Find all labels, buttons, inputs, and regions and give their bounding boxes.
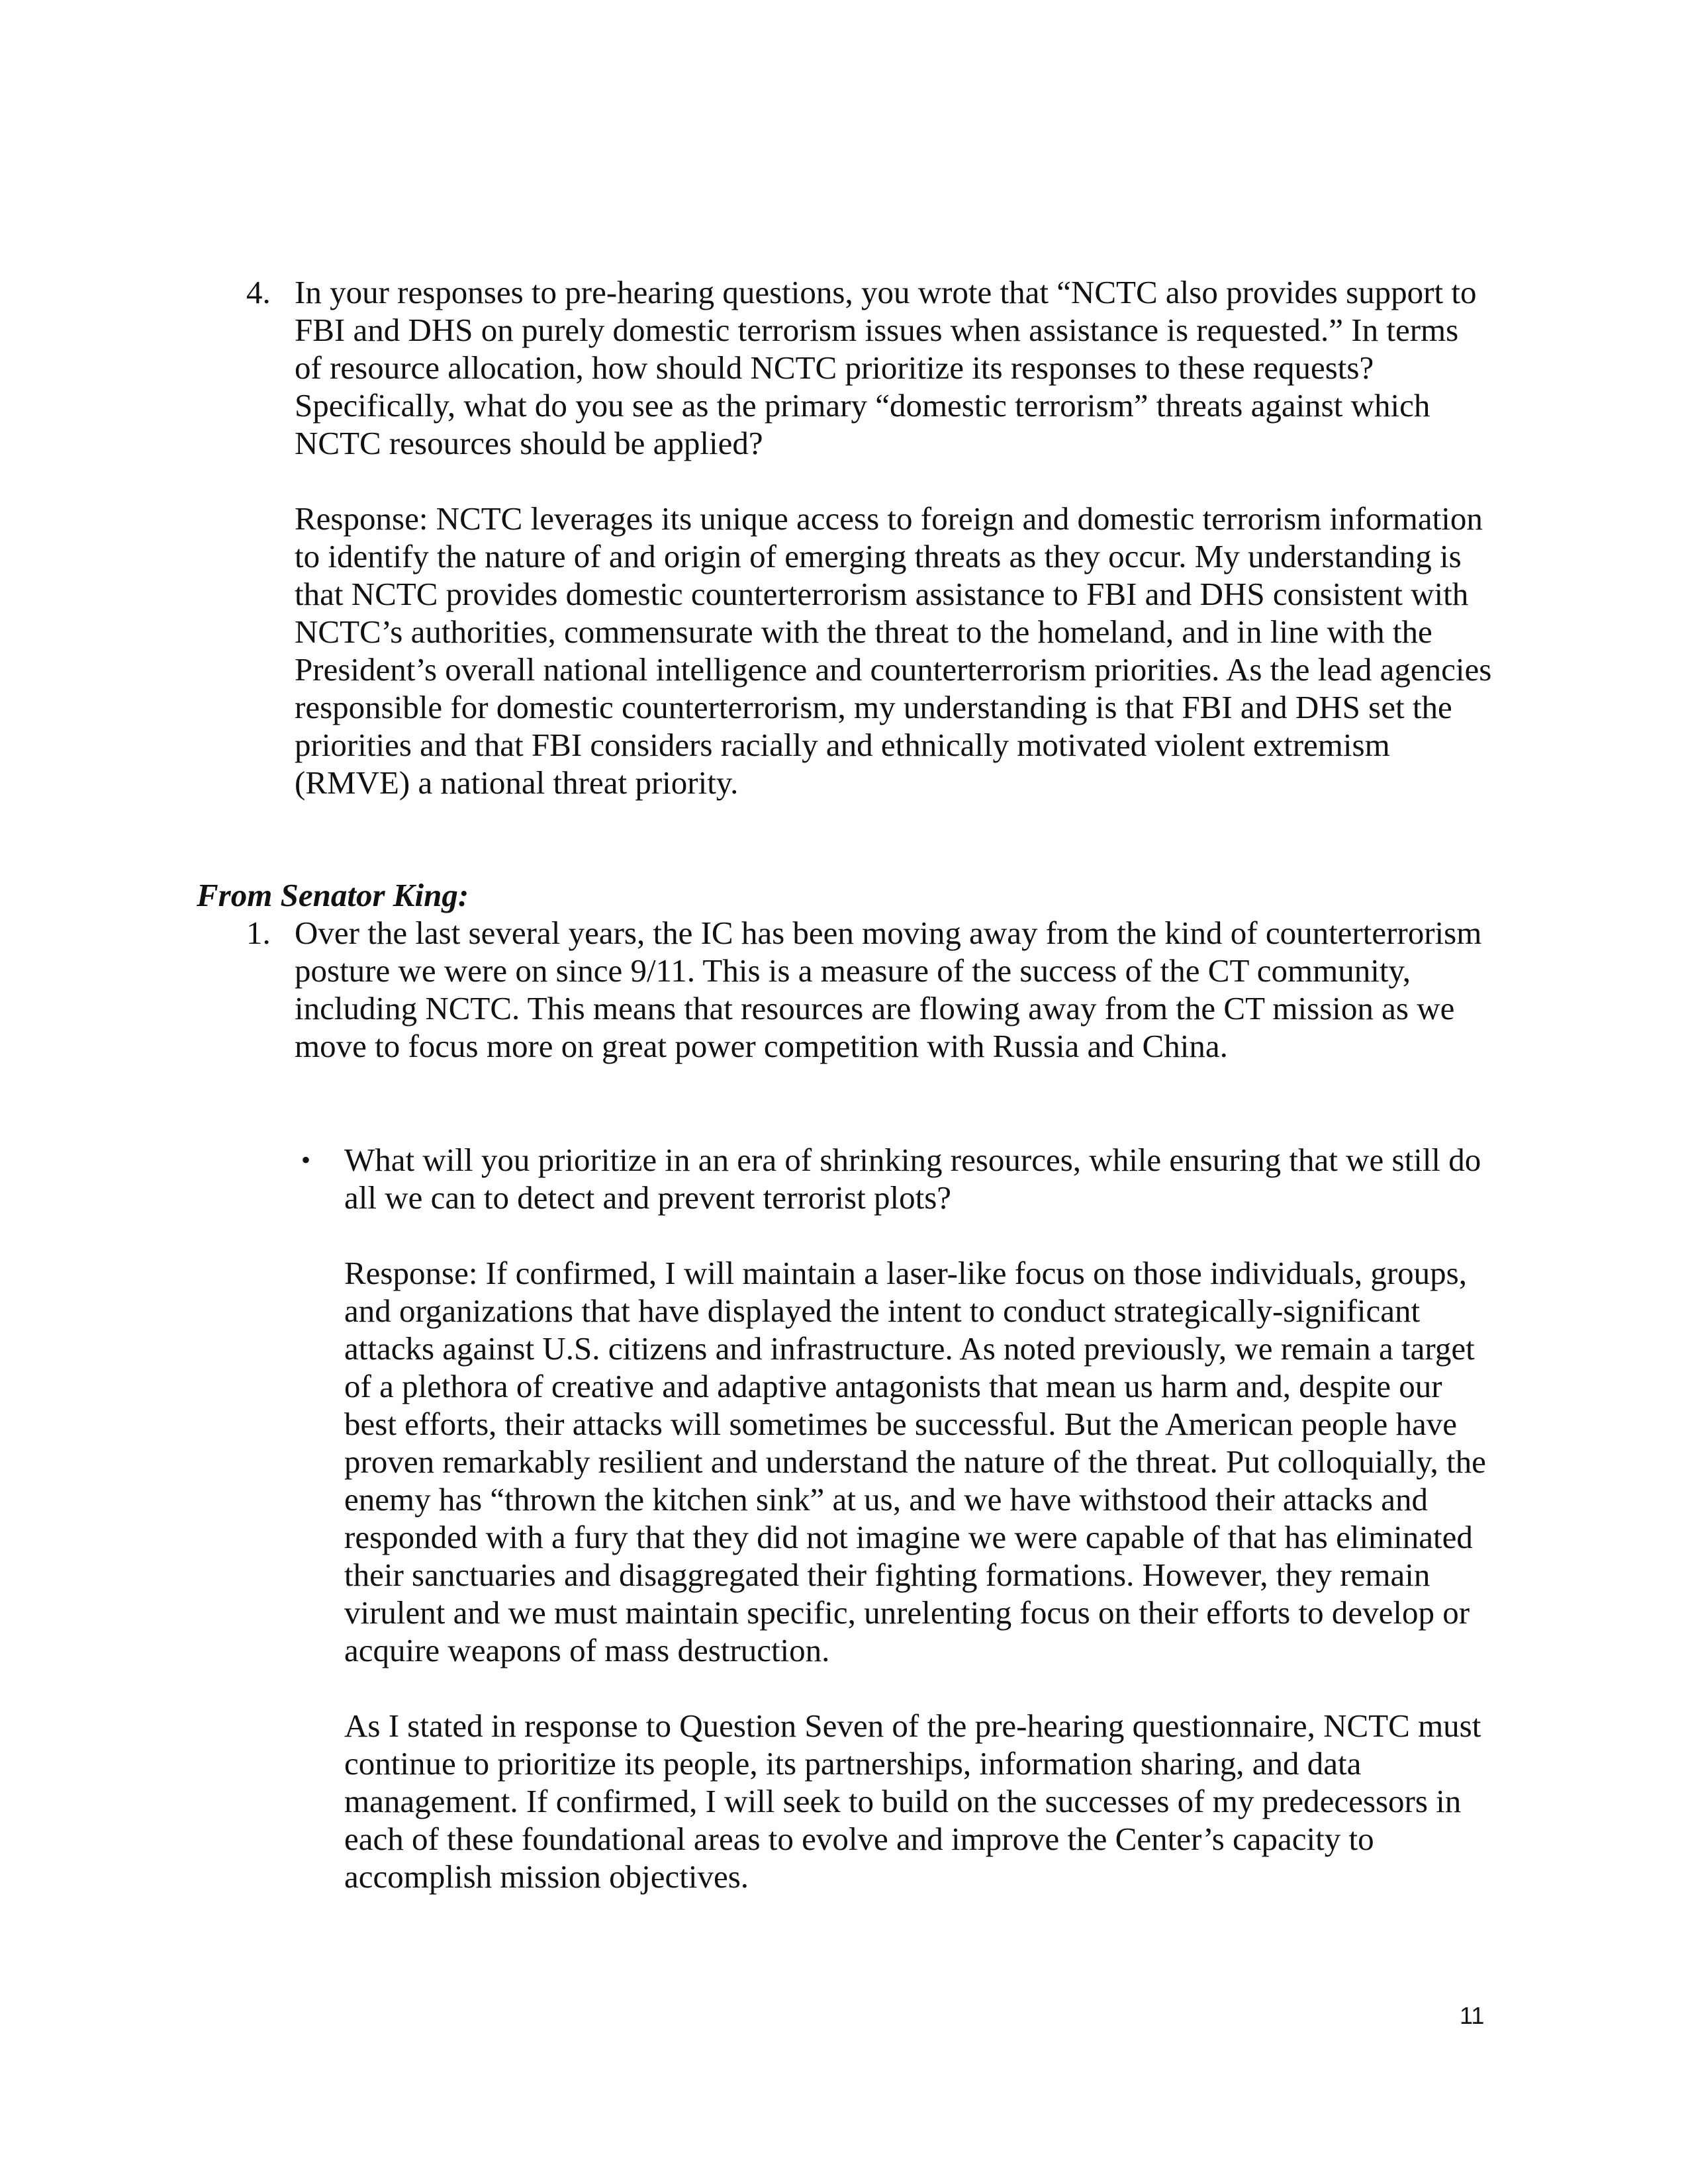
bullet-icon: • — [301, 1145, 311, 1175]
question-text: Over the last several years, the IC has been moving away from the kind of counterterrorism posture we were on since 9/11. This is a measure of the success of the CT community, including NCTC. This means that resources are flowing away from the CT mission as we move to focus more on great power competition with Russia and China. — [295, 915, 1482, 1064]
response-paragraph: Response: If confirmed, I will maintain a laser-like focus on those individuals, groups, and organizations that have displayed the intent to conduct strategically-significant attacks against U.S. citizens and infrastructure. As noted previously, we remain a target of a plethora of creative and adaptive antagonists that mean us harm and, despite our best efforts, their attacks will sometimes be successful. But the American people have proven remarkably resilient and understand the nature of the threat. Put colloquially, the enemy has “thrown the kitchen sink” at us, and we have withstood their attacks and responded with a fury that they did not imagine we were capable of that has eliminated their sanctuaries and disaggregated their fighting formations. However, they remain virulent and we must maintain specific, unrelenting focus on their efforts to develop or acquire weapons of mass destruction. — [344, 1255, 1486, 1668]
question-item-1 — [246, 914, 1491, 1065]
page-number: 11 — [1460, 2002, 1485, 2029]
section-heading: From Senator King: — [197, 877, 469, 913]
response-text: Response: NCTC leverages its unique access to foreign and domestic terrorism information to identify the nature of and origin of emerging threats as they occur. My understanding is that NCTC provides domestic counterterrorism assistance to FBI and DHS consistent with NCTC’s authorities, commensurate with the threat to the homeland, and in line with the President’s overall national intelligence and counterterrorism priorities. As the lead agencies responsible for domestic counterterrorism, my understanding is that FBI and DHS set the priorities and that FBI considers racially and ethnically motivated violent extremism (RMVE) a national threat priority. — [295, 500, 1492, 801]
bullet-item — [301, 1141, 1493, 1895]
response-paragraph: As I stated in response to Question Seven of the pre-hearing questionnaire, NCTC must continue to prioritize its people, its partnerships, information sharing, and data management. If confirmed, I will seek to build on the successes of my predecessors in each of these foundational areas to evolve and improve the Center’s capacity to accomplish mission objectives. — [344, 1707, 1481, 1895]
bullet-question-text: What will you prioritize in an era of shrinking resources, while ensuring that we still do all we can to detect and prevent terrorist plots? — [344, 1142, 1481, 1216]
question-text: In your responses to pre-hearing questions, you wrote that “NCTC also provides support to FBI and DHS on purely domestic terrorism issues when assistance is requested.” In terms of resource allocation, how should NCTC prioritize its responses to these requests? Specifically, what do you see as the primary “domestic terrorism” threats against which NCTC resources should be applied? — [295, 274, 1477, 461]
list-number: 4. — [246, 274, 271, 310]
question-item-4 — [246, 273, 1491, 801]
list-number: 1. — [246, 915, 271, 951]
